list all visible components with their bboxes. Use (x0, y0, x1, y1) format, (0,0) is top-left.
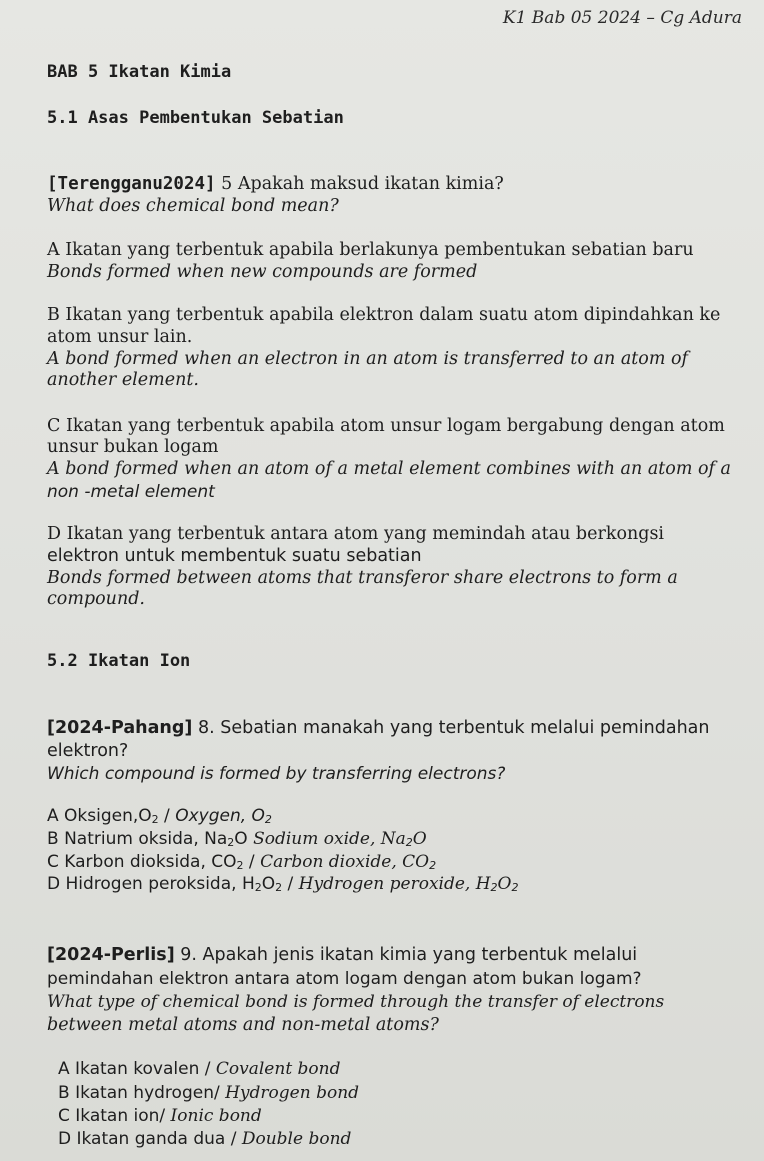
q9-question-ms-1 (47, 945, 637, 965)
q8-question-text: 8. Sebatian manakah yang terbentuk melalui pemindahan (197, 718, 710, 738)
q5-option-d-en-2: compound. (47, 589, 145, 609)
q8-question-ms-1 (47, 718, 710, 738)
q9-question-en-2: between metal atoms and non-metal atoms? (47, 1015, 439, 1035)
q5-option-b-en-2: another element. (47, 370, 199, 390)
q8-option-b: B Natrium oksida, $Na_2O$ Sodium oxide, $Na_2O$ (47, 829, 427, 849)
q5-question-ms (47, 174, 504, 194)
q9-option-d: D Ikatan ganda dua / Double bond (58, 1129, 352, 1149)
q8-option-c: C Karbon dioksida, $CO_2$ / Carbon dioxide, $CO_2$ (47, 852, 437, 872)
q5-option-c-ms-2: unsur bukan logam (47, 437, 219, 457)
q8-question-ms-2: elektron? (47, 741, 129, 761)
q9-option-b: B Ikatan hydrogen/ Hydrogen bond (58, 1083, 360, 1103)
q5-option-b-en-1: A bond formed when an electron in an atom is transferred to an atom of (47, 349, 688, 369)
chapter-title: BAB 5 Ikatan Kimia (47, 62, 232, 82)
q5-option-a-en: Bonds formed when new compounds are formed (47, 262, 478, 282)
q5-option-b-ms-2: atom unsur lain. (47, 327, 193, 347)
q9-option-a: A Ikatan kovalen / Covalent bond (58, 1059, 341, 1079)
q9-option-c: C Ikatan ion/ Ionic bond (58, 1106, 262, 1126)
q5-option-d-en-1: Bonds formed between atoms that transferor share electrons to form a (47, 568, 678, 588)
section-title-5-2: 5.2 Ikatan Ion (47, 651, 191, 671)
q8-question-en: Which compound is formed by transferring electrons? (47, 764, 506, 784)
page-header: K1 Bab 05 2024 – Cg Adura (502, 8, 742, 28)
q5-option-c-en-1: A bond formed when an atom of a metal element combines with an atom of a (47, 459, 731, 479)
q5-option-d-ms-1: D Ikatan yang terbentuk antara atom yang memindah atau berkongsi (47, 524, 665, 544)
q8-tag: [2024-Pahang] (47, 718, 193, 738)
q5-question-en: What does chemical bond mean? (47, 196, 339, 216)
section-title-5-1: 5.1 Asas Pembentukan Sebatian (47, 108, 344, 128)
q9-question-en-1: What type of chemical bond is formed through the transfer of electrons (47, 992, 665, 1012)
q5-option-a-ms: A Ikatan yang terbentuk apabila berlakunya pembentukan sebatian baru (47, 240, 694, 260)
q9-question-text: 9. Apakah jenis ikatan kimia yang terbentuk melalui (180, 945, 638, 965)
q9-tag: [2024-Perlis] (47, 945, 175, 965)
q5-option-d-ms-2: elektron untuk membentuk suatu sebatian (47, 546, 422, 566)
q8-option-d: D Hidrogen peroksida, $H_2O_2$ / Hydrogen peroxide, $H_2O_2$ (47, 874, 519, 894)
q5-option-b-ms-1: B Ikatan yang terbentuk apabila elektron dalam suatu atom dipindahkan ke (47, 305, 721, 325)
q8-option-a: A $Oksigen,O_2$ / Oxygen, $O_2$ (47, 806, 272, 826)
q5-question-text: 5 Apakah maksud ikatan kimia? (221, 174, 504, 194)
q9-question-ms-2: pemindahan elektron antara atom logam dengan atom bukan logam? (47, 969, 642, 989)
q5-option-c-en-2: non -metal element (47, 482, 215, 502)
q5-option-c-ms-1: C Ikatan yang terbentuk apabila atom unsur logam bergabung dengan atom (47, 416, 725, 436)
q5-tag: [Terengganu2024] (47, 174, 216, 194)
